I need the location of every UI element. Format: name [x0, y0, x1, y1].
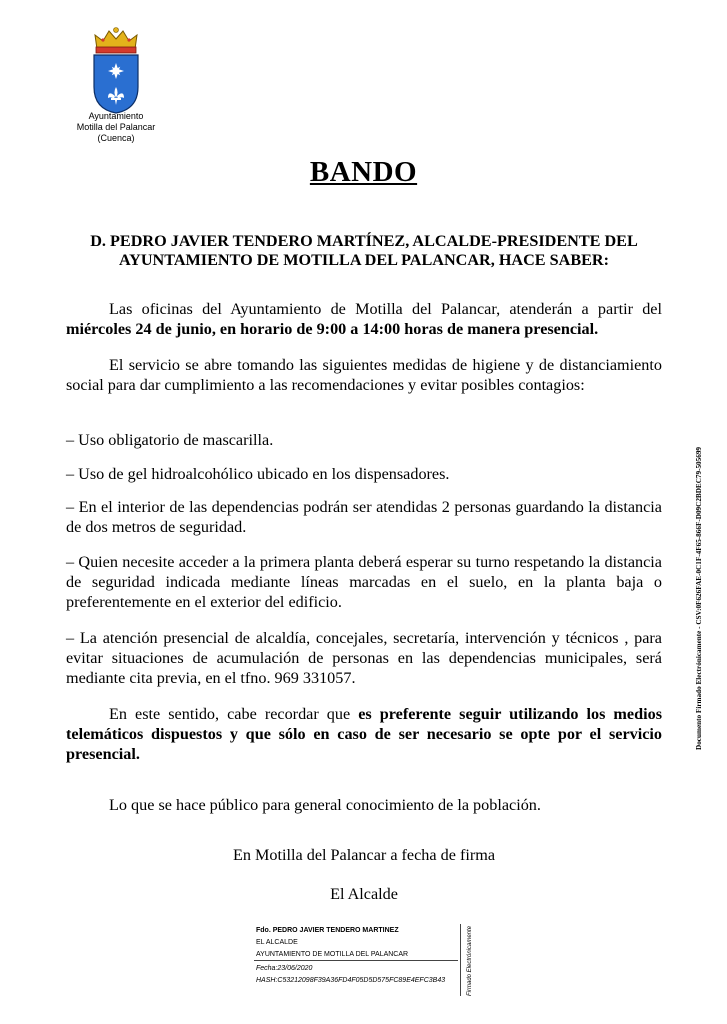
signature-date: Fecha:23/06/2020	[256, 965, 313, 972]
list-item: – Uso obligatorio de mascarilla.	[66, 431, 274, 449]
document-heading	[66, 232, 662, 270]
paragraph-bold-text: miércoles 24 de junio, en horario de 9:00 a 14:00 horas de manera presencial.	[66, 320, 599, 338]
crest-image	[85, 25, 147, 117]
paragraph-closing: Lo que se hace público para general conocimiento de la población.	[109, 796, 541, 814]
crest-caption-line: Motilla del Palancar	[76, 122, 156, 132]
signature-organization: AYUNTAMIENTO DE MOTILLA DEL PALANCAR	[256, 951, 409, 958]
list-item: – Quien necesite acceder a la primera planta deberá esperar su turno respetando la distancia de seguridad indicada mediante líneas marcadas en el suelo, en la planta baja o preferentemente en el exterior del edificio.	[66, 553, 662, 611]
signature-vertical-text: Firmado Electrónicamente	[467, 925, 473, 996]
signature-vertical-label	[464, 924, 474, 999]
paragraph-opening	[66, 299, 662, 339]
document-title: BANDO	[309, 156, 418, 188]
paragraph-text: En este sentido, cabe recordar que	[109, 705, 359, 723]
signature-divider	[254, 960, 458, 961]
signer-role: El Alcalde	[330, 885, 398, 903]
paragraph-bold-text: es preferente seguir utilizando los medios telemáticos dispuestos y que sólo en caso de ser necesario se opte por el servicio presencial.	[66, 705, 662, 763]
list-item: – La atención presencial de alcaldía, concejales, secretaría, intervención y técnicos , para evitar situaciones de acumulación de personas en las dependencias municipales, será mediante cita previa, en el tfno. 969 331057.	[66, 629, 662, 687]
stamp-text: Documento Firmado Electrónicamente - CSV:0F626FAE-0C1F-4F65-866F-D09C2BDEC79-505699	[695, 446, 703, 750]
list-item: – En el interior de las dependencias podrán ser atendidas 2 personas guardando la distancia de dos metros de seguridad.	[66, 498, 662, 536]
municipal-crest	[85, 25, 147, 117]
signature-hash: HASH:C53212098F39A36FD4F05D5D575FC89E4EFC3B43	[256, 977, 446, 984]
paragraph-recommendation	[66, 704, 662, 764]
signature-role: EL ALCALDE	[256, 939, 298, 946]
heading-line: D. PEDRO JAVIER TENDERO MARTÍNEZ, ALCALDE-PRESIDENTE DEL	[90, 232, 638, 250]
paragraph-measures-intro: El servicio se abre tomando las siguientes medidas de higiene y de distanciamiento social para dar cumplimiento a las recomendaciones y evitar posibles contagios:	[66, 356, 662, 394]
paragraph-text: Las oficinas del Ayuntamiento de Motilla del Palancar, atenderán a partir del	[109, 300, 662, 318]
place-and-date: En Motilla del Palancar a fecha de firma	[232, 846, 496, 864]
crest-caption	[60, 111, 172, 144]
crest-caption-line: (Cuenca)	[97, 133, 135, 143]
heading-line: AYUNTAMIENTO DE MOTILLA DEL PALANCAR, HACE SABER:	[118, 251, 610, 269]
list-item: – Uso de gel hidroalcohólico ubicado en los dispensadores.	[66, 465, 450, 483]
electronic-signature-stamp	[688, 420, 708, 750]
crest-caption-line: Ayuntamiento	[88, 111, 144, 121]
stamp-svg	[688, 420, 708, 750]
signature-block	[252, 924, 472, 1019]
signature-name: Fdo. PEDRO JAVIER TENDERO MARTINEZ	[256, 927, 399, 934]
